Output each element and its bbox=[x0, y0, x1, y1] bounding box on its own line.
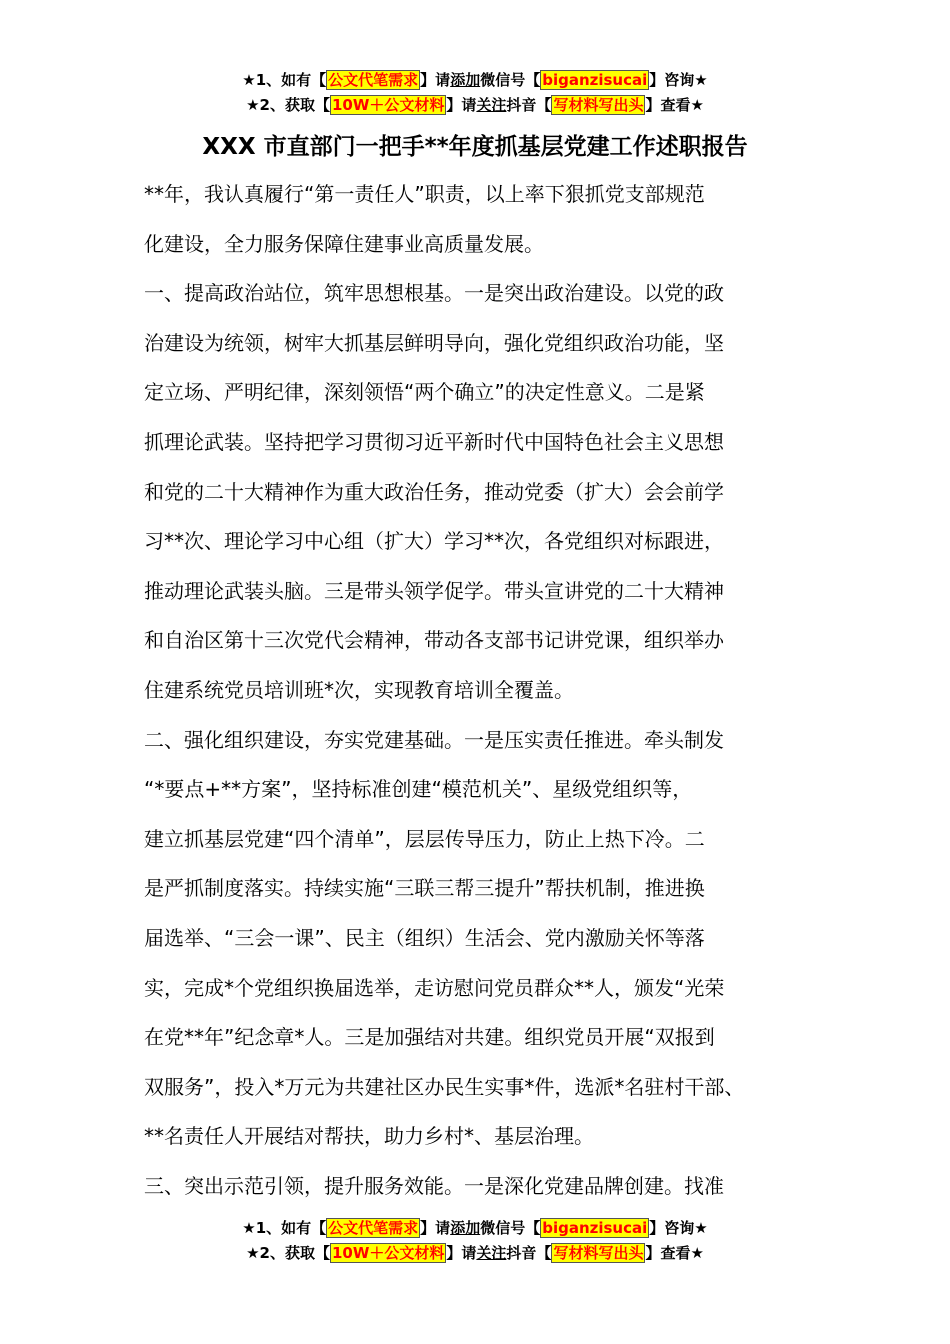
promo-text: 微信号【 bbox=[480, 1219, 541, 1237]
promo-text: 微信号【 bbox=[480, 71, 541, 89]
body-line: 治建设为统领，树牢大抓基层鲜明导向，强化党组织政治功能，坚 bbox=[144, 330, 724, 355]
promo-underlined-text: 添加 bbox=[450, 71, 481, 89]
body-line: 建立抓基层党建“四个清单”，层层传导压力，防止上热下冷。二 bbox=[144, 826, 705, 851]
body-line: 三、突出示范引领，提升服务效能。一是深化党建品牌创建。找准 bbox=[144, 1173, 724, 1198]
body-line: 二、强化组织建设，夯实党建基础。一是压实责任推进。牵头制发 bbox=[144, 727, 724, 752]
body-line: **年，我认真履行“第一责任人”职责，以上率下狠抓党支部规范 bbox=[144, 182, 705, 206]
promo-line-1 bbox=[0, 1216, 950, 1241]
promo-text: 】咨询★ bbox=[649, 71, 708, 89]
promo-douyin-id: 写材料写出头 bbox=[553, 1244, 644, 1262]
promo-highlight: 10W＋公文材料 bbox=[331, 96, 445, 114]
promo-text: 】请 bbox=[420, 1219, 451, 1237]
body-line: 和党的二十大精神作为重大政治任务，推动党委（扩大）会会前学 bbox=[144, 479, 724, 504]
promo-text: 】查看★ bbox=[645, 96, 704, 114]
promo-line-1 bbox=[0, 68, 950, 93]
promo-wechat-id: biganzisucai bbox=[542, 71, 648, 89]
promo-text: ★2、获取【 bbox=[246, 1244, 330, 1262]
promo-banner-bottom bbox=[0, 1216, 950, 1266]
body-line: 推动理论武装头脑。三是带头领学促学。带头宣讲党的二十大精神 bbox=[144, 578, 724, 603]
promo-text: 】咨询★ bbox=[649, 1219, 708, 1237]
promo-text: 抖音【 bbox=[506, 96, 552, 114]
body-line: 届选举、“三会一课”、民主（组织）生活会、党内激励关怀等落 bbox=[144, 925, 705, 950]
promo-text: 】请 bbox=[446, 96, 477, 114]
body-line: 抓理论武装。坚持把学习贯彻习近平新时代中国特色社会主义思想 bbox=[144, 429, 724, 454]
body-line: “*要点+**方案”，坚持标准创建“模范机关”、星级党组织等， bbox=[144, 777, 693, 802]
promo-highlight: 10W＋公文材料 bbox=[331, 1244, 445, 1262]
body-line: 化建设，全力服务保障住建事业高质量发展。 bbox=[144, 231, 544, 256]
promo-underlined-text: 添加 bbox=[450, 1219, 481, 1237]
body-line: 双服务”，投入*万元为共建社区办民生实事*件，选派*名驻村干部、 bbox=[144, 1074, 745, 1099]
promo-text: ★1、如有【 bbox=[242, 1219, 327, 1237]
promo-text: 】查看★ bbox=[645, 1244, 704, 1262]
promo-douyin-id: 写材料写出头 bbox=[553, 96, 644, 114]
promo-banner-top bbox=[0, 68, 950, 118]
promo-wechat-id: biganzisucai bbox=[542, 1219, 648, 1237]
promo-underlined-text: 关注 bbox=[476, 96, 507, 114]
promo-text: ★2、获取【 bbox=[246, 96, 330, 114]
body-line: 实，完成*个党组织换届选举，走访慰问党员群众**人，颁发“光荣 bbox=[144, 975, 725, 1000]
promo-line-2 bbox=[0, 1241, 950, 1266]
body-line: 住建系统党员培训班*次，实现教育培训全覆盖。 bbox=[144, 677, 574, 702]
body-line: 在党**年”纪念章*人。三是加强结对共建。组织党员开展“双报到 bbox=[144, 1025, 715, 1050]
promo-text: 】请 bbox=[446, 1244, 477, 1262]
body-line: 一、提高政治站位，筑牢思想根基。一是突出政治建设。以党的政 bbox=[144, 281, 724, 306]
promo-highlight: 公文代笔需求 bbox=[328, 1219, 419, 1237]
promo-text: 抖音【 bbox=[506, 1244, 552, 1262]
document-body bbox=[144, 170, 824, 1211]
document-title: XXX 市直部门一把手**年度抓基层党建工作述职报告 bbox=[202, 134, 748, 160]
body-line: **名责任人开展结对帮扶，助力乡村*、基层治理。 bbox=[144, 1124, 594, 1149]
promo-text: 】请 bbox=[420, 71, 451, 89]
body-line: 定立场、严明纪律，深刻领悟“两个确立”的决定性意义。二是紧 bbox=[144, 380, 705, 405]
body-line: 和自治区第十三次党代会精神，带动各支部书记讲党课，组织举办 bbox=[144, 628, 724, 653]
body-line: 习**次、理论学习中心组（扩大）学习**次，各党组织对标跟进， bbox=[144, 529, 724, 554]
promo-highlight: 公文代笔需求 bbox=[328, 71, 419, 89]
promo-underlined-text: 关注 bbox=[476, 1244, 507, 1262]
promo-text: ★1、如有【 bbox=[242, 71, 327, 89]
body-line: 是严抓制度落实。持续实施“三联三帮三提升”帮扶机制，推进换 bbox=[144, 876, 705, 901]
promo-line-2 bbox=[0, 93, 950, 118]
